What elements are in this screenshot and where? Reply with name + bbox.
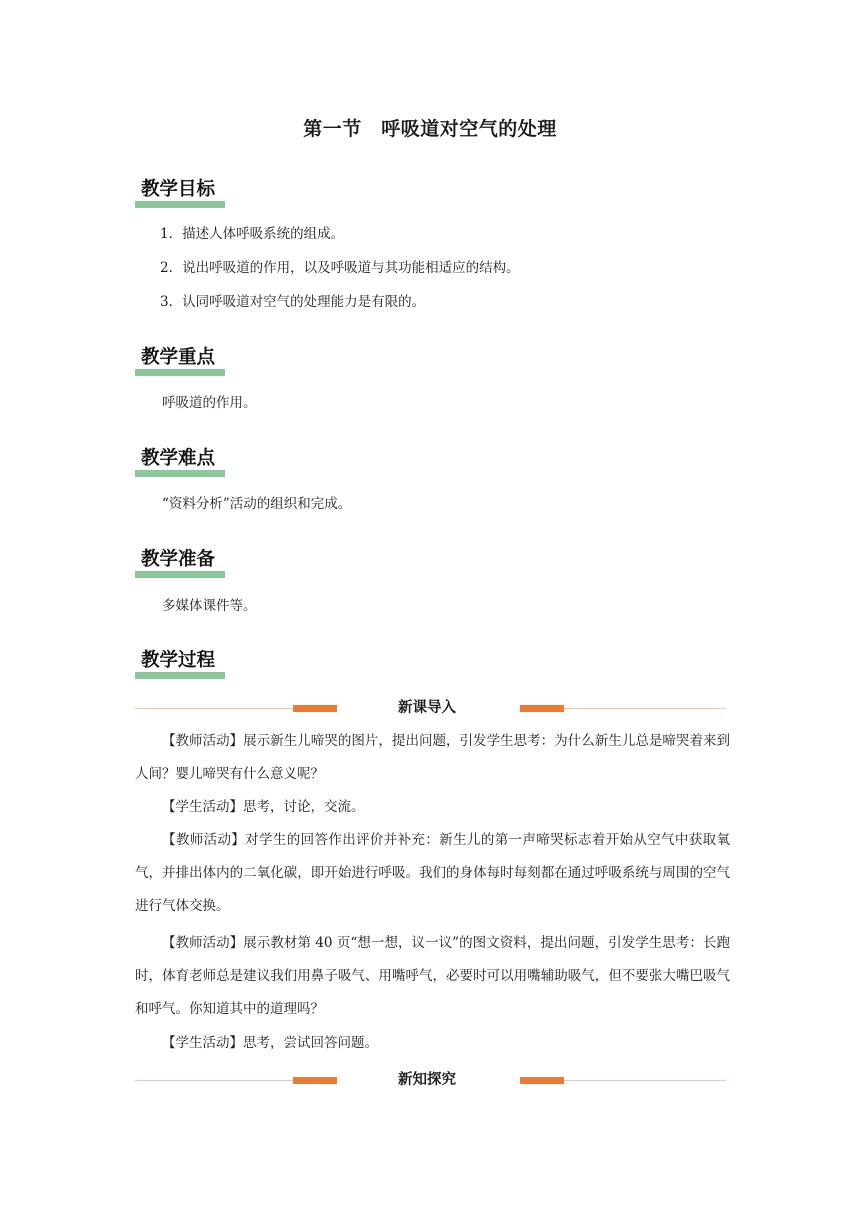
divider-accent-left [293,705,337,712]
heading-highlight-bar [135,201,225,208]
heading-highlight-bar [135,369,225,376]
heading-text: 教学目标 [141,179,216,200]
section-heading-difficulty [135,447,225,477]
divider-line-right [564,1080,726,1081]
goal-item-1: 1．描述人体呼吸系统的组成。 [160,226,345,242]
section-heading-process [135,649,225,679]
heading-highlight-bar [135,470,225,477]
divider-intro [135,697,726,719]
goal-item-3: 3．认同呼吸道对空气的处理能力是有限的。 [160,294,426,310]
intro-paragraph-2: 【学生活动】思考，讨论，交流。 [162,799,365,815]
focus-text: 呼吸道的作用。 [162,395,257,411]
heading-text: 教学重点 [141,347,216,368]
heading-text: 教学难点 [141,448,216,469]
divider-accent-right [520,705,564,712]
intro-paragraph-3: 【教师活动】对学生的回答作出评价并补充：新生儿的第一声啼哭标志着开始从空气中获取氧气，并排出体内的二氧化碳，即开始进行呼吸。我们的身体每时每刻都在通过呼吸系统与周围的空气进行气体交换。 [135,832,730,914]
heading-highlight-bar [135,571,225,578]
divider-label: 新课导入 [398,700,456,716]
intro-paragraph-5: 【学生活动】思考，尝试回答问题。 [162,1035,378,1051]
intro-paragraph-1: 【教师活动】展示新生儿啼哭的图片，提出问题，引发学生思考：为什么新生儿总是啼哭着来到人间？婴儿啼哭有什么意义呢？ [135,733,730,782]
section-heading-preparation [135,548,225,578]
heading-highlight-bar [135,672,225,679]
divider-explore [135,1069,726,1091]
goal-item-2: 2．说出呼吸道的作用，以及呼吸道与其功能相适应的结构。 [160,260,520,276]
intro-paragraph-4: 【教师活动】展示教材第 40 页“想一想，议一议”的图文资料，提出问题，引发学生思考：长跑时，体育老师总是建议我们用鼻子吸气、用嘴呼气，必要时可以用嘴辅助吸气，但不要张大嘴巴吸气和呼气。你知道其中的道理吗？ [135,935,730,1017]
divider-line-left [135,708,293,709]
divider-accent-right [520,1077,564,1084]
section-heading-focus [135,346,225,376]
divider-line-left [135,1080,293,1081]
preparation-text: 多媒体课件等。 [162,598,257,614]
divider-label: 新知探究 [398,1072,456,1088]
divider-line-right [564,708,726,709]
heading-text: 教学过程 [141,650,216,671]
heading-text: 教学准备 [141,549,216,570]
difficulty-text: “资料分析”活动的组织和完成。 [162,496,352,512]
section-heading-goals [135,178,225,208]
page-title: 第一节 呼吸道对空气的处理 [303,118,557,140]
divider-accent-left [293,1077,337,1084]
